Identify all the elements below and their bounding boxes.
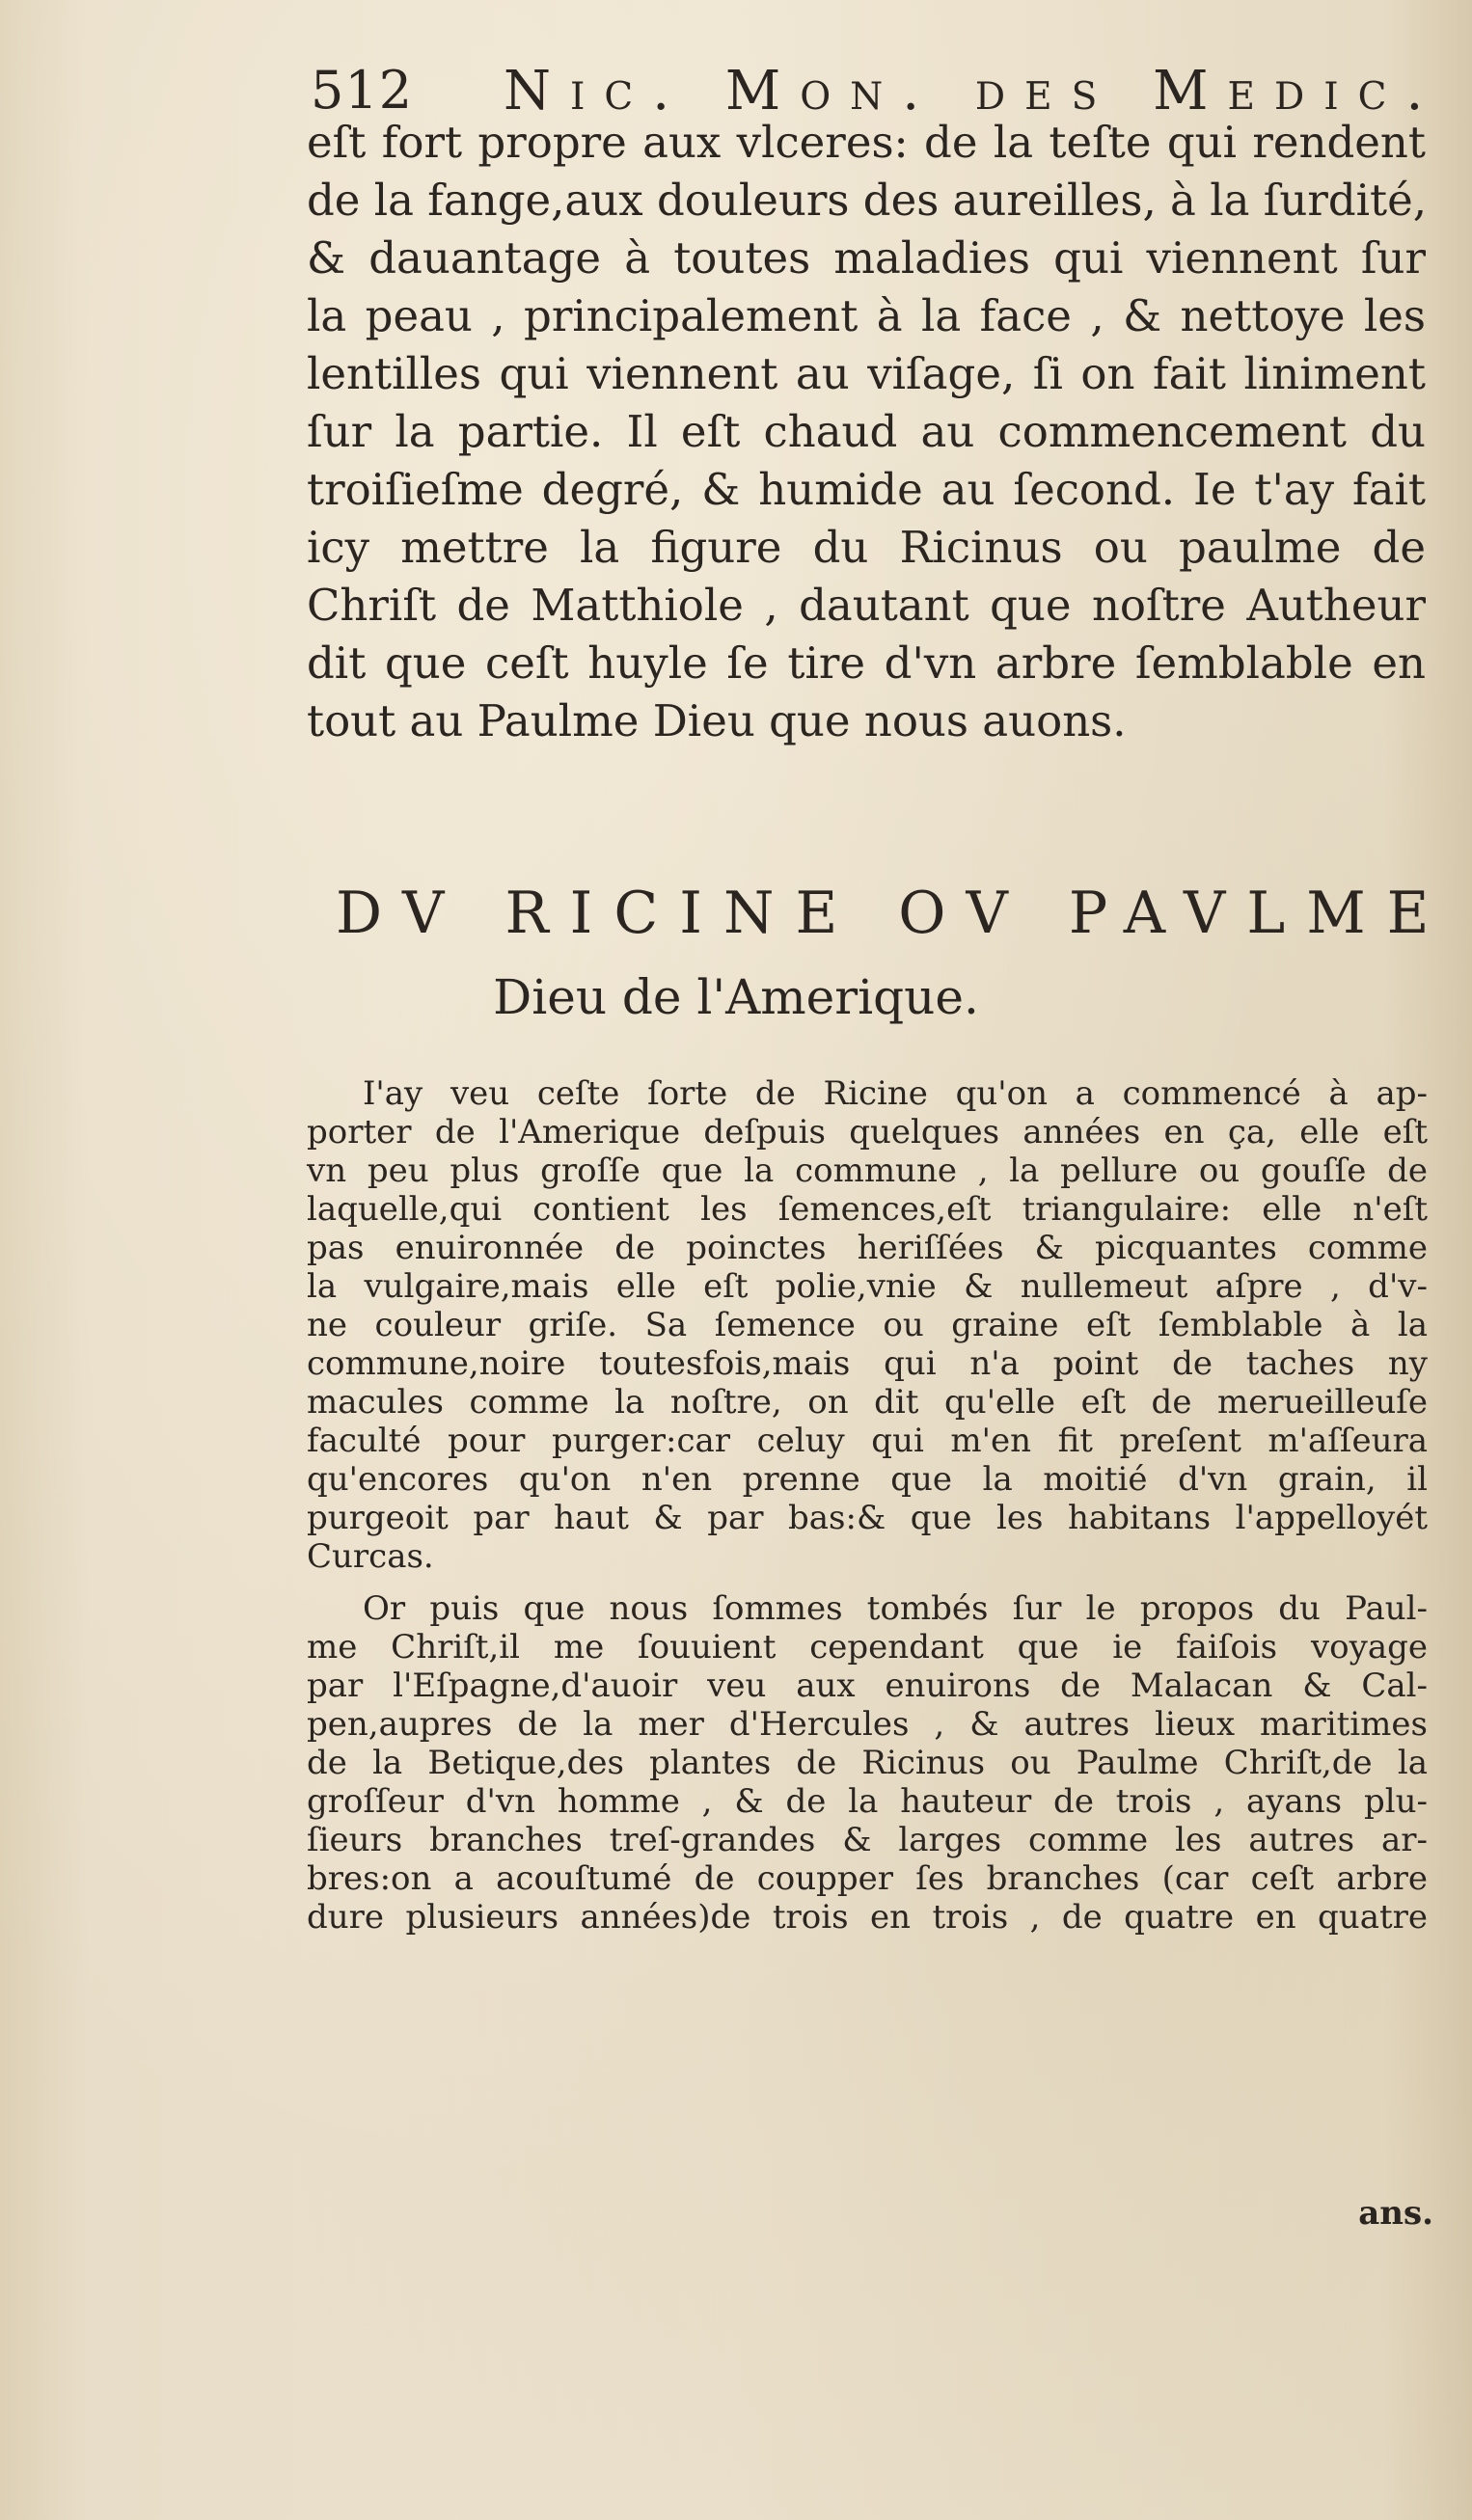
paragraph-line: dure plusieurs années)de trois en trois , de quatre en quatre	[307, 1898, 1428, 1937]
continued-text-block	[307, 114, 1426, 750]
text-line: eſt fort propre aux vlceres: de la teſte qui rendent	[307, 117, 1426, 168]
text-line: Chriſt de Matthiole , dautant que noſtre Autheur	[307, 580, 1426, 631]
text-line: de la fange,aux douleurs des aureilles, à la ſurdité,	[307, 175, 1428, 226]
paragraph-line: qu'encores qu'on n'en prenne que la moitié d'vn grain, il	[307, 1460, 1428, 1499]
paragraph-line: porter de l'Amerique deſpuis quelques années en ça, elle eſt	[307, 1113, 1428, 1152]
text-line: dit que ceſt huyle ſe tire d'vn arbre ſemblable en	[307, 637, 1426, 689]
paragraph-line: me Chriſt,il me ſouuient cependant que ie faiſois voyage	[307, 1628, 1428, 1666]
paragraph-line: la vulgaire,mais elle eſt polie,vnie & nullemeut aſpre , d'v-	[307, 1267, 1428, 1306]
running-head: Nic. Mon. des Medic.	[504, 60, 1443, 122]
paragraph-line: groſſeur d'vn homme , & de la hauteur de trois , ayans plu-	[307, 1782, 1428, 1821]
paragraph-line: purgeoit par haut & par bas:& que les habitans l'appelloyét	[307, 1499, 1428, 1537]
paragraph-line: Or puis que nous ſommes tombés ſur le propos du Paul-	[363, 1589, 1428, 1628]
paragraph-line: macules comme la noſtre, on dit qu'elle eſt de merueilleuſe	[307, 1383, 1428, 1422]
paragraph-line: ne couleur griſe. Sa ſemence ou graine eſt ſemblable à la	[307, 1306, 1428, 1344]
text-line: la peau , principalement à la face , & nettoye les	[307, 290, 1426, 341]
paragraph-line: Curcas.	[307, 1537, 434, 1576]
paragraph-line: bres:on a acouſtumé de coupper ſes branches (car ceſt arbre	[307, 1859, 1428, 1898]
paragraph-gap	[307, 1576, 1428, 1589]
text-line: & dauantage à toutes maladies qui viennent ſur	[307, 232, 1426, 284]
section-subtitle: Dieu de l'Amerique.	[493, 969, 979, 1025]
paragraph-line: I'ay veu ceſte ſorte de Ricine qu'on a commencé à ap-	[363, 1074, 1428, 1113]
section-body	[307, 1074, 1428, 1937]
paragraph-line: de la Betique,des plantes de Ricinus ou Paulme Chriſt,de la	[307, 1744, 1428, 1782]
section-title: DV RICINE OV PAVLME	[336, 880, 1451, 947]
text-line: tout au Paulme Dieu que nous auons.	[307, 695, 1127, 746]
paragraph-line: faculté pour purger:car celuy qui m'en fit preſent m'aſſeura	[307, 1422, 1428, 1460]
text-line: troiſieſme degré, & humide au ſecond. Ie t'ay fait	[307, 464, 1426, 515]
paragraph-line: commune,noire toutesfois,mais qui n'a point de taches ny	[307, 1344, 1428, 1383]
text-line: lentilles qui viennent au viſage, ſi on fait liniment	[307, 348, 1426, 399]
paragraph-line: vn peu plus groſſe que la commune , la pellure ou gouſſe de	[307, 1152, 1428, 1190]
paragraph-line: pas enuironnée de poinctes heriſſées & picquantes comme	[307, 1229, 1428, 1267]
paragraph-line: ſieurs branches treſ-grandes & larges comme les autres ar-	[307, 1821, 1428, 1859]
text-line: icy mettre la figure du Ricinus ou paulme de	[307, 522, 1426, 573]
paragraph-line: pen,aupres de la mer d'Hercules , & autres lieux maritimes	[307, 1705, 1428, 1744]
paragraph-line: par l'Eſpagne,d'auoir veu aux enuirons de Malacan & Cal-	[307, 1666, 1428, 1705]
paragraph-line: laquelle,qui contient les ſemences,eſt triangulaire: elle n'eſt	[307, 1190, 1428, 1229]
page-number: 512	[311, 60, 414, 121]
catchword: ans.	[1358, 2194, 1433, 2233]
text-line: ſur la partie. Il eſt chaud au commencement du	[307, 406, 1426, 457]
